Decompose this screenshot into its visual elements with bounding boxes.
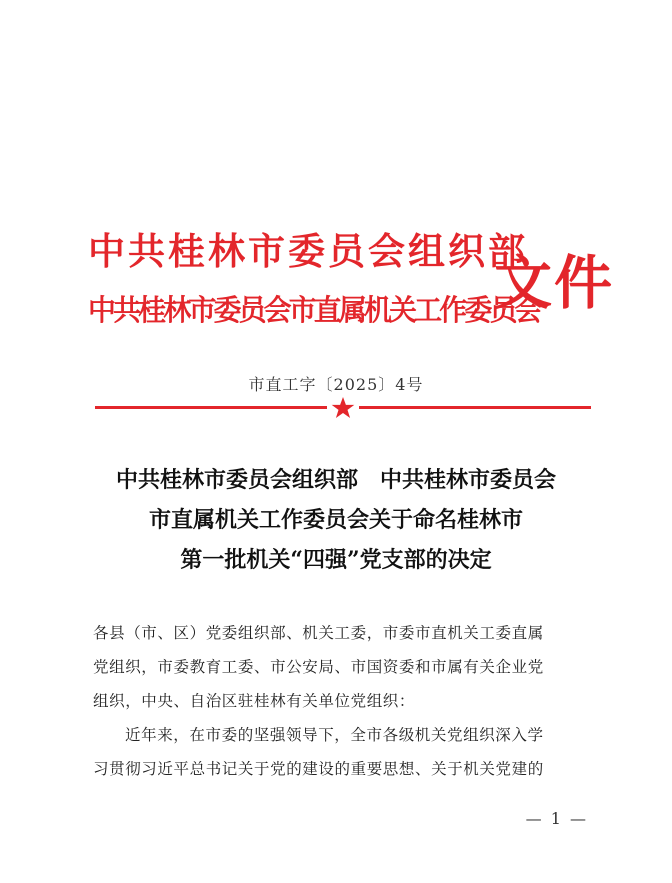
- document-title-line3: 第一批机关“四强”党支部的决定: [180, 547, 492, 573]
- issuing-org-line2: 中共桂林市委员会市直属机关工作委员会: [88, 293, 540, 327]
- body-line: 组织，中央、自治区驻桂林有关单位党组织：: [93, 692, 416, 710]
- issuing-org-line1: 中共桂林市委员会组织部: [88, 230, 528, 273]
- red-rule-right: [359, 406, 591, 409]
- red-rule-left: [95, 406, 327, 409]
- document-title-line1: 中共桂林市委员会组织部 中共桂林市委员会: [115, 467, 556, 493]
- body-line: 习贯彻习近平总书记关于党的建设的重要思想、关于机关党建的: [93, 760, 544, 778]
- document-type-label: 文件: [494, 249, 615, 317]
- body-line: 党组织，市委教育工委、市公安局、市国资委和市属有关企业党: [93, 658, 544, 676]
- page-number: — 1 —: [525, 809, 588, 828]
- document-title-line2: 市直属机关工作委员会关于命名桂林市: [148, 507, 523, 533]
- body-line: 近年来，在市委的坚强领导下，全市各级机关党组织深入学: [125, 726, 544, 744]
- document-number: 市直工字〔2025〕4号: [248, 375, 424, 394]
- body-line: 各县（市、区）党委组织部、机关工委，市委市直机关工委直属: [93, 624, 544, 642]
- red-star-icon: [331, 396, 355, 420]
